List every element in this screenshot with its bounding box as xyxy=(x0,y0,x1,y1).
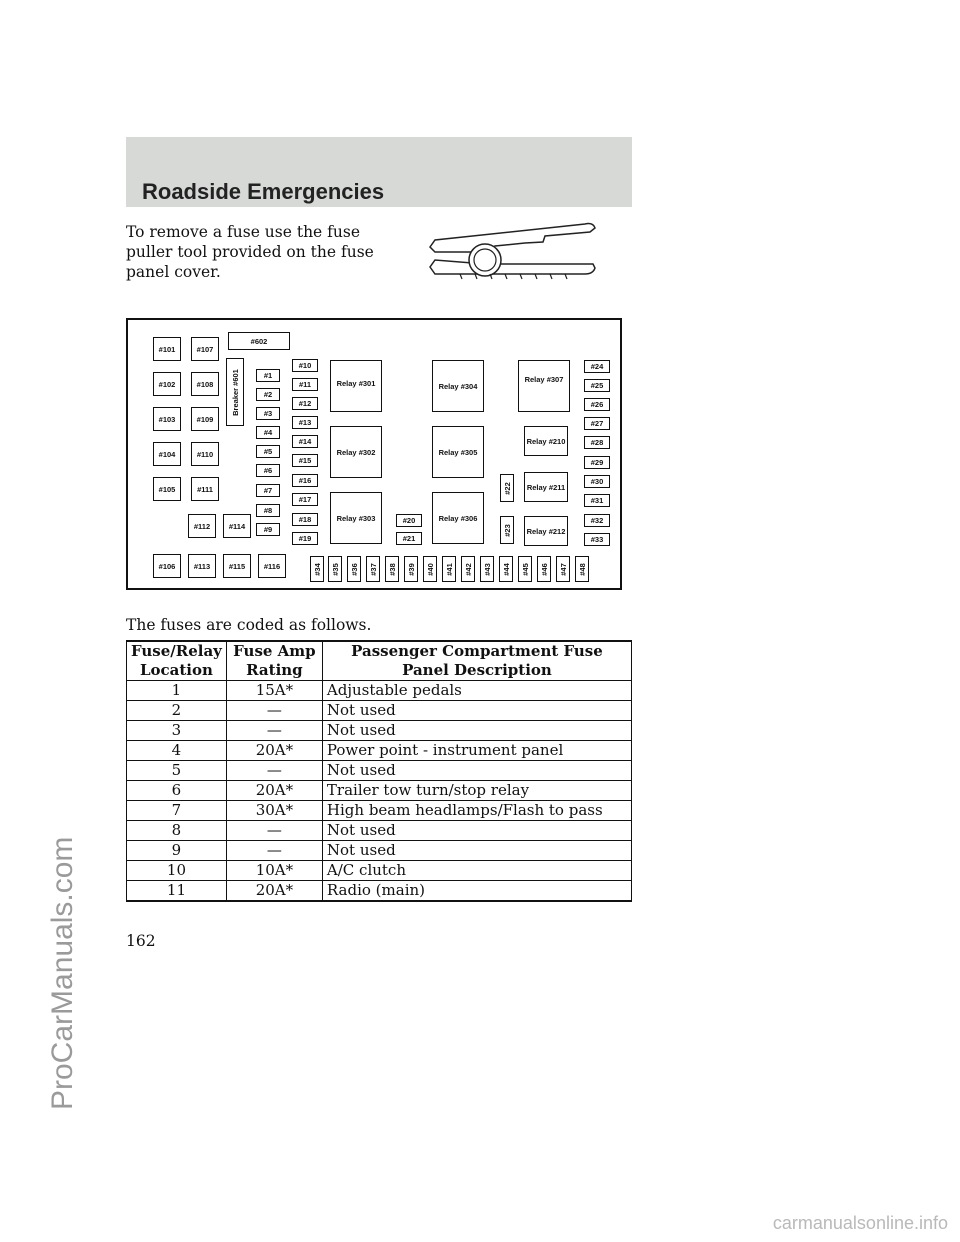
fuse-8: #8 xyxy=(256,504,280,517)
table-header-row xyxy=(127,641,632,681)
cell-description: Adjustable pedals xyxy=(322,681,631,701)
fuse-41: #41 xyxy=(442,556,456,582)
table-row xyxy=(127,761,632,781)
cell-amp: — xyxy=(226,721,322,741)
cell-description: Radio (main) xyxy=(322,881,631,902)
fuse-15: #15 xyxy=(292,454,318,467)
fuse-26: #26 xyxy=(584,398,610,411)
page-number: 162 xyxy=(126,932,156,950)
fuse-46: #46 xyxy=(537,556,551,582)
cell-location: 6 xyxy=(127,781,227,801)
relay-307: Relay #307 xyxy=(518,360,570,412)
fuse-4: #4 xyxy=(256,426,280,439)
fuse-20: #20 xyxy=(396,514,422,527)
fuse-10: #10 xyxy=(292,359,318,372)
cell-description: Not used xyxy=(322,841,631,861)
relay-305: Relay #305 xyxy=(432,426,484,478)
breaker-601: Breaker #601 xyxy=(226,358,244,426)
cell-amp: — xyxy=(226,841,322,861)
cell-amp: — xyxy=(226,821,322,841)
fuse-107: #107 xyxy=(191,337,219,361)
cell-amp: 10A* xyxy=(226,861,322,881)
fuse-111: #111 xyxy=(191,477,219,501)
cell-amp: — xyxy=(226,701,322,721)
section-title: Roadside Emergencies xyxy=(142,179,385,204)
cell-description: Not used xyxy=(322,761,631,781)
fuse-40: #40 xyxy=(423,556,437,582)
relay-301: Relay #301 xyxy=(330,360,382,412)
fuse-28: #28 xyxy=(584,436,610,449)
cell-location: 5 xyxy=(127,761,227,781)
fuse-109: #109 xyxy=(191,407,219,431)
fuse-19: #19 xyxy=(292,532,318,545)
fuse-11: #11 xyxy=(292,378,318,391)
fuse-112: #112 xyxy=(188,514,216,538)
cell-description: Power point - instrument panel xyxy=(322,741,631,761)
fuse-6: #6 xyxy=(256,464,280,477)
table-row xyxy=(127,881,632,902)
fuse-39: #39 xyxy=(404,556,418,582)
cell-location: 1 xyxy=(127,681,227,701)
fuse-43: #43 xyxy=(480,556,494,582)
fuse-115: #115 xyxy=(223,554,251,578)
fuse-7: #7 xyxy=(256,484,280,497)
fuse-44: #44 xyxy=(499,556,513,582)
table-row xyxy=(127,821,632,841)
header-description: Passenger Compartment Fuse Panel Description xyxy=(322,641,631,681)
fuse-101: #101 xyxy=(153,337,181,361)
relay-306: Relay #306 xyxy=(432,492,484,544)
fuse-17: #17 xyxy=(292,493,318,506)
cell-amp: 20A* xyxy=(226,881,322,902)
cell-amp: — xyxy=(226,761,322,781)
fuse-45: #45 xyxy=(518,556,532,582)
fuse-114: #114 xyxy=(223,514,251,538)
fuse-18: #18 xyxy=(292,513,318,526)
cell-location: 4 xyxy=(127,741,227,761)
fuse-104: #104 xyxy=(153,442,181,466)
fuse-48: #48 xyxy=(575,556,589,582)
fuse-113: #113 xyxy=(188,554,216,578)
fuse-30: #30 xyxy=(584,475,610,488)
table-row xyxy=(127,721,632,741)
fuse-105: #105 xyxy=(153,477,181,501)
fuse-14: #14 xyxy=(292,435,318,448)
fuse-108: #108 xyxy=(191,372,219,396)
cell-location: 11 xyxy=(127,881,227,902)
cell-amp: 20A* xyxy=(226,741,322,761)
cell-description: High beam headlamps/Flash to pass xyxy=(322,801,631,821)
fuse-2: #2 xyxy=(256,388,280,401)
fuse-23: #23 xyxy=(500,516,514,544)
cell-description: Not used xyxy=(322,821,631,841)
intro-paragraph: To remove a fuse use the fuse puller tool provided on the fuse panel cover. xyxy=(126,223,374,281)
table-row xyxy=(127,781,632,801)
cell-description: Not used xyxy=(322,701,631,721)
relay-212: Relay #212 xyxy=(524,516,568,546)
fuse-27: #27 xyxy=(584,417,610,430)
relay-211: Relay #211 xyxy=(524,472,568,502)
fuse-panel-diagram xyxy=(126,318,622,590)
relay-304: Relay #304 xyxy=(432,360,484,412)
fuse-25: #25 xyxy=(584,379,610,392)
cell-location: 9 xyxy=(127,841,227,861)
fuse-21: #21 xyxy=(396,532,422,545)
fuse-602: #602 xyxy=(228,332,290,350)
fuse-22: #22 xyxy=(500,474,514,502)
fuse-34: #34 xyxy=(310,556,324,582)
fuse-110: #110 xyxy=(191,442,219,466)
relay-210: Relay #210 xyxy=(524,426,568,456)
fuse-116: #116 xyxy=(258,554,286,578)
table-row xyxy=(127,741,632,761)
cell-description: A/C clutch xyxy=(322,861,631,881)
fuse-16: #16 xyxy=(292,474,318,487)
side-watermark: ProCarManuals.com xyxy=(46,836,79,1110)
fuse-47: #47 xyxy=(556,556,570,582)
fuse-37: #37 xyxy=(366,556,380,582)
cell-location: 8 xyxy=(127,821,227,841)
fuse-9: #9 xyxy=(256,523,280,536)
fuse-1: #1 xyxy=(256,369,280,382)
fuse-5: #5 xyxy=(256,445,280,458)
fuse-32: #32 xyxy=(584,514,610,527)
cell-location: 3 xyxy=(127,721,227,741)
table-row xyxy=(127,801,632,821)
cell-location: 10 xyxy=(127,861,227,881)
fuse-42: #42 xyxy=(461,556,475,582)
table-row xyxy=(127,681,632,701)
cell-description: Trailer tow turn/stop relay xyxy=(322,781,631,801)
table-row xyxy=(127,841,632,861)
fuse-29: #29 xyxy=(584,456,610,469)
fuse-puller-icon xyxy=(425,212,600,292)
fuse-38: #38 xyxy=(385,556,399,582)
footer-watermark: carmanualsonline.info xyxy=(772,1213,948,1233)
fuse-35: #35 xyxy=(328,556,342,582)
fuse-33: #33 xyxy=(584,533,610,546)
fuse-13: #13 xyxy=(292,416,318,429)
cell-description: Not used xyxy=(322,721,631,741)
cell-amp: 30A* xyxy=(226,801,322,821)
fuse-31: #31 xyxy=(584,494,610,507)
fuse-103: #103 xyxy=(153,407,181,431)
relay-302: Relay #302 xyxy=(330,426,382,478)
cell-location: 7 xyxy=(127,801,227,821)
cell-amp: 20A* xyxy=(226,781,322,801)
table-row xyxy=(127,861,632,881)
fuse-102: #102 xyxy=(153,372,181,396)
fuse-24: #24 xyxy=(584,360,610,373)
table-row xyxy=(127,701,632,721)
fuse-table xyxy=(126,640,632,902)
header-amp: Fuse Amp Rating xyxy=(226,641,322,681)
fuse-36: #36 xyxy=(347,556,361,582)
cell-location: 2 xyxy=(127,701,227,721)
fuse-12: #12 xyxy=(292,397,318,410)
cell-amp: 15A* xyxy=(226,681,322,701)
table-intro: The fuses are coded as follows. xyxy=(126,616,372,634)
fuse-106: #106 xyxy=(153,554,181,578)
fuse-3: #3 xyxy=(256,407,280,420)
header-location: Fuse/Relay Location xyxy=(127,641,227,681)
relay-303: Relay #303 xyxy=(330,492,382,544)
